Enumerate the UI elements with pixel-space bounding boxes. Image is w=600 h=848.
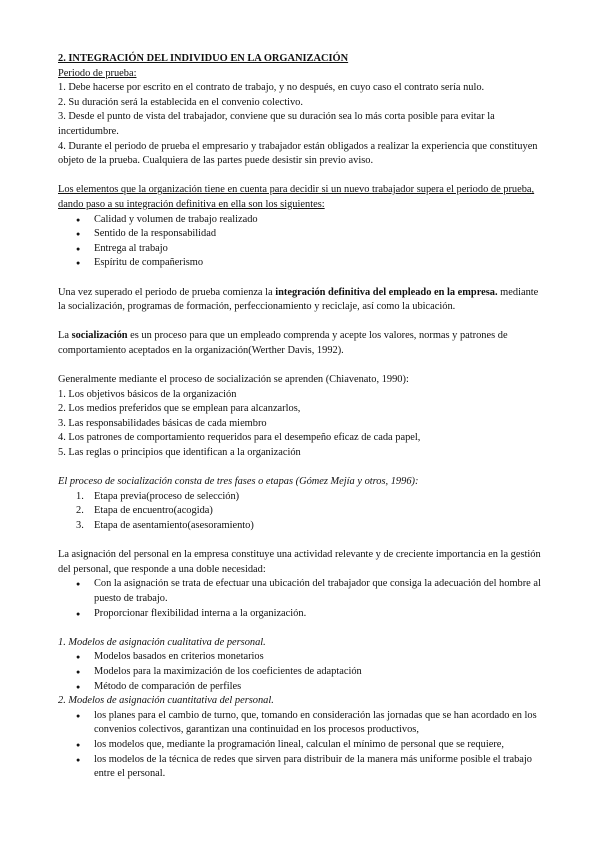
elementos-list (58, 213, 548, 271)
aprenden-intro: Generalmente mediante el proceso de socialización se aprenden (Chiavenato, 1990): (58, 374, 409, 386)
list-item: ● los modelos que, mediante la programación lineal, calculan el mínimo de personal que se requiere, (58, 738, 548, 753)
list-item: ● Sentido de la responsabilidad (58, 227, 548, 242)
aprenden-item: 3. Las responsabilidades básicas de cada miembro (58, 417, 267, 429)
aprenden-item: 4. Los patrones de comportamiento requeridos para el desempeño eficaz de cada papel, (58, 432, 421, 444)
list-item: ● Método de comparación de perfiles (58, 680, 548, 695)
aprenden-item: 2. Los medios preferidos que se emplean para alcanzarlos, (58, 403, 301, 415)
elementos-intro: Los elementos que la organización tiene en cuenta para decidir si un nuevo trabajador supera el periodo de prueba, dando paso a su integración definitiva en ella son los siguientes: (58, 184, 535, 210)
prueba-item: 3. Desde el punto de vista del trabajador, conviene que su duración sea lo más corta posible para evitar la incertidumbre. (58, 111, 495, 137)
list-item: ● Modelos basados en criterios monetarios (58, 650, 548, 665)
list-item: 2. Etapa de encuentro(acogida) (76, 505, 213, 517)
socializacion-paragraph: La socialización es un proceso para que un empleado comprenda y acepte los valores, normas y patrones de comportamiento aceptados en la organización(Werther Davis, 1992). (58, 330, 508, 356)
modelos2-list (58, 709, 548, 782)
integracion-paragraph: Una vez superado el periodo de prueba comienza la integración definitiva del empleado en la empresa. mediante la socialización, programas de formación, perfeccionamiento y reciclaje, así como la ubicación. (58, 286, 539, 313)
asignacion-list (58, 577, 548, 621)
list-item: ● los planes para el cambio de turno, que, tomando en consideración las jornadas que se han acordado en los convenios colectivos, garantizan una continuidad en los procesos productivos, (58, 709, 548, 738)
prueba-item: 2. Su duración será la establecida en el convenio colectivo. (58, 96, 303, 108)
page-title: 2. INTEGRACIÓN DEL INDIVIDUO EN LA ORGANIZACIÓN (58, 53, 349, 64)
list-item: ● Modelos para la maximización de los coeficientes de adaptación (58, 665, 548, 680)
asignacion-intro: La asignación del personal en la empresa constituye una actividad relevante y de creciente importancia en la gestión del personal, que responde a una doble necesidad: (58, 549, 541, 575)
aprenden-item: 5. Las reglas o principios que identifican a la organización (58, 447, 301, 459)
modelos2-heading: 2. Modelos de asignación cuantitativa del personal. (58, 695, 274, 707)
modelos1-list (58, 650, 548, 694)
list-item: ● Con la asignación se trata de efectuar una ubicación del trabajador que consiga la adecuación del hombre al puesto de trabajo. (58, 577, 548, 606)
list-item: ● Proporcionar flexibilidad interna a la organización. (58, 607, 548, 622)
modelos1-heading: 1. Modelos de asignación cualitativa de personal. (58, 636, 266, 648)
list-item: 1. Etapa previa(proceso de selección) (76, 490, 240, 502)
prueba-item: 1. Debe hacerse por escrito en el contrato de trabajo, y no después, en cuyo caso el contrato sería nulo. (58, 82, 485, 94)
document-page (58, 52, 548, 782)
list-item: ● Entrega al trabajo (58, 242, 548, 257)
prueba-heading: Periodo de prueba: (58, 67, 137, 79)
fases-intro: El proceso de socialización consta de tres fases o etapas (Gómez Mejía y otros, 1996): (58, 476, 419, 488)
list-item: ● los modelos de la técnica de redes que sirven para distribuir de la manera más uniforme posible el trabajo entre el personal. (58, 753, 548, 782)
list-item: ● Calidad y volumen de trabajo realizado (58, 213, 548, 228)
aprenden-item: 1. Los objetivos básicos de la organización (58, 388, 237, 400)
fases-list (58, 490, 548, 534)
prueba-item: 4. Durante el periodo de prueba el empresario y trabajador están obligados a realizar la experiencia que constituyen objeto de la prueba. Cualquiera de las partes puede desistir sin previo aviso. (58, 140, 538, 167)
integracion-bold: integración definitiva del empleado en la empresa. (275, 286, 498, 298)
socializacion-bold: socialización (71, 330, 128, 342)
list-item: 3. Etapa de asentamiento(asesoramiento) (76, 520, 254, 531)
list-item: ● Espíritu de compañerismo (58, 256, 548, 271)
